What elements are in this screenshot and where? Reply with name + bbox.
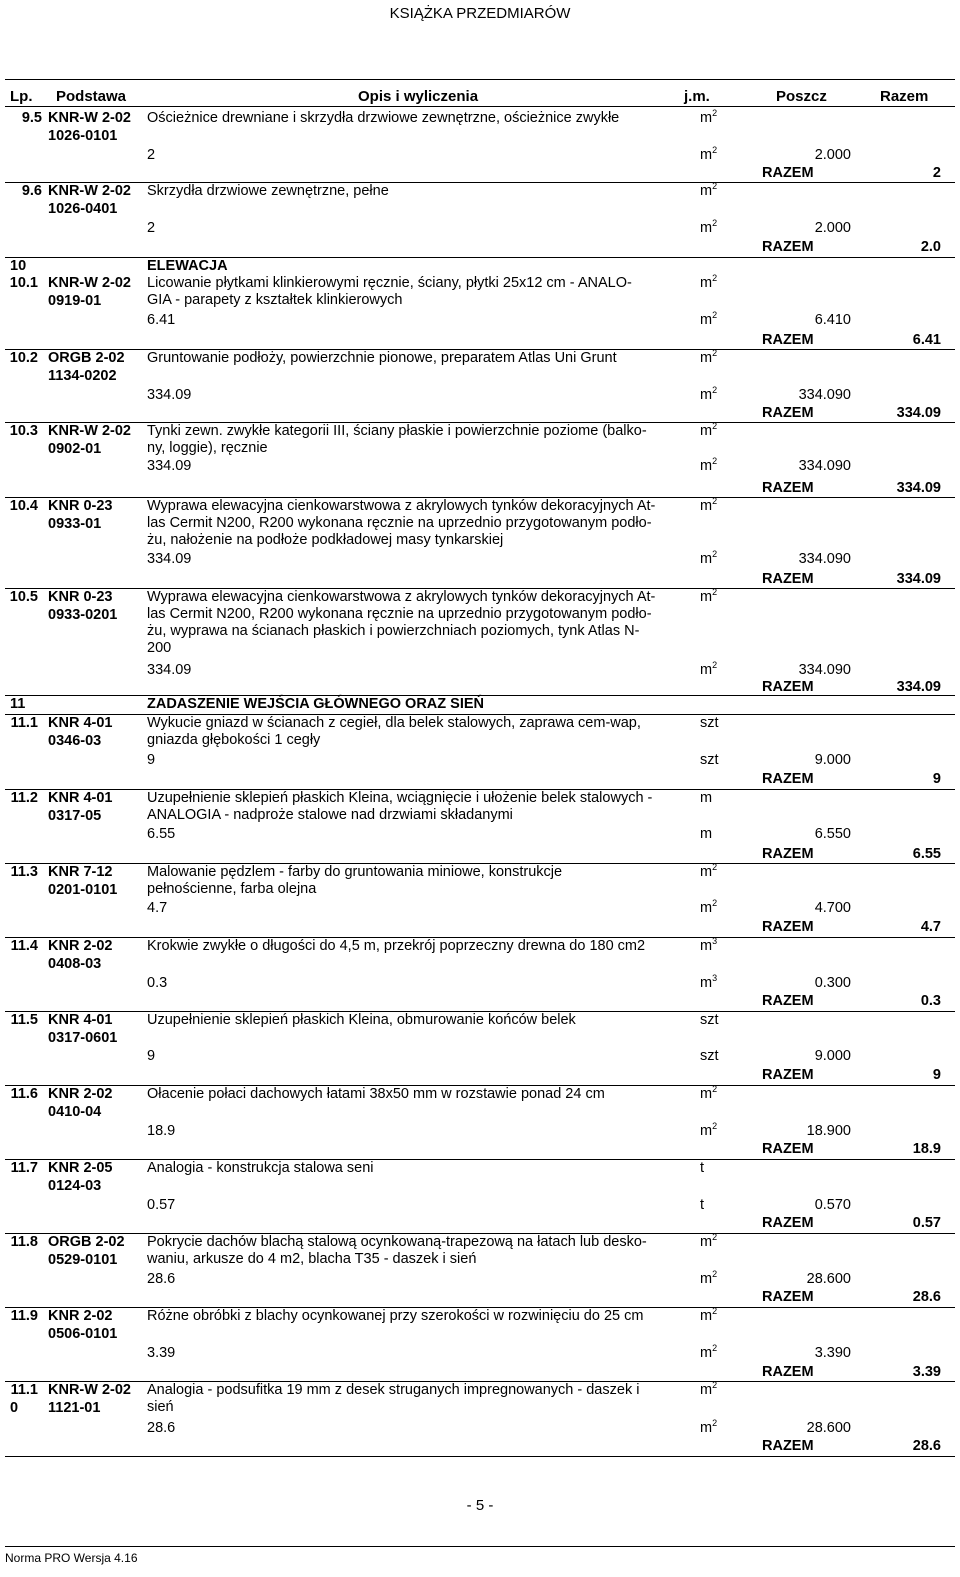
basis-catalog: KNR 0-23 (48, 589, 113, 605)
calc-unit: t (700, 1197, 705, 1213)
section-title: ZADASZENIE WEJŚCIA GŁÓWNEGO ORAZ SIEŃ (147, 696, 485, 712)
row-divider (5, 1011, 955, 1012)
description-line: Skrzydła drzwiowe zewnętrzne, pełne (147, 183, 389, 199)
poszcz-value: 6.410 (814, 312, 851, 328)
description-line: Gruntowanie podłoży, powierzchnie pionowe, preparatem Atlas Uni Grunt (147, 350, 617, 366)
calc-value: 3.39 (147, 1345, 176, 1361)
footer-rule (5, 1546, 955, 1547)
unit: $m^2$ (700, 1084, 718, 1102)
unit: szt (700, 715, 719, 731)
unit: szt (700, 1012, 719, 1028)
description-line: ANALOGIA - nadproże stalowe nad drzwiami składanymi (147, 807, 513, 823)
basis-code: 0529-0101 (48, 1252, 118, 1268)
calc-unit: $m^2$ (700, 310, 718, 328)
description-line: Licowanie płytkami klinkierowymi ręcznie, ściany, płytki 25x12 cm - ANALO- (147, 275, 632, 291)
col-podstawa: Podstawa (56, 88, 127, 105)
poszcz-value: 334.090 (798, 551, 851, 567)
basis-catalog: KNR 2-02 (48, 938, 113, 954)
unit: $m^2$ (700, 587, 718, 605)
calc-value: 9 (147, 752, 156, 768)
calc-unit: $m^2$ (700, 1121, 718, 1139)
poszcz-value: 0.300 (814, 975, 851, 991)
row-number: 10.5 (9, 589, 38, 605)
section-number: 10 (10, 258, 27, 274)
calc-value: 28.6 (147, 1271, 176, 1287)
poszcz-value: 334.090 (798, 458, 851, 474)
basis-code: 0410-04 (48, 1104, 102, 1120)
col-opis: Opis i wyliczenia (358, 88, 479, 105)
row-divider (5, 1381, 955, 1382)
row-number-cont: 0 (10, 1400, 19, 1416)
poszcz-value: 28.600 (806, 1420, 851, 1436)
razem-label: RAZEM (762, 679, 814, 695)
razem-label: RAZEM (762, 771, 814, 787)
calc-unit: szt (700, 752, 719, 768)
calc-value: 334.09 (147, 387, 192, 403)
unit: $m^2$ (700, 1380, 718, 1398)
razem-label: RAZEM (762, 1067, 814, 1083)
description-line: Wyprawa elewacyjna cienkowarstwowa z akrylowych tynków dekoracyjnych At- (147, 498, 656, 514)
description-line: Analogia - podsufitka 19 mm z desek struganych impregnowanych - daszek i (147, 1382, 640, 1398)
description-line: Uzupełnienie sklepień płaskich Kleina, obmurowanie końców belek (147, 1012, 576, 1028)
basis-catalog: KNR 2-02 (48, 1086, 113, 1102)
unit: $m^2$ (700, 273, 718, 291)
calc-value: 18.9 (147, 1123, 176, 1139)
description-line: Pokrycie dachów blachą stalową ocynkowaną-trapezową na łatach lub desko- (147, 1234, 647, 1250)
basis-catalog: KNR 7-12 (48, 864, 113, 880)
calc-value: 334.09 (147, 458, 192, 474)
calc-value: 6.55 (147, 826, 176, 842)
razem-value: 334.09 (896, 480, 941, 496)
basis-catalog: ORGB 2-02 (48, 350, 125, 366)
unit: t (700, 1160, 705, 1176)
razem-value: 0.3 (920, 993, 941, 1009)
row-number: 10.1 (9, 275, 38, 291)
row-divider (5, 937, 955, 938)
basis-code: 0408-03 (48, 956, 102, 972)
basis-catalog: KNR 4-01 (48, 715, 113, 731)
calc-unit: $m^2$ (700, 1269, 718, 1287)
poszcz-value: 2.000 (814, 147, 851, 163)
header-top-rule (5, 79, 955, 80)
description-line: ny, loggie), ręcznie (147, 440, 268, 456)
calc-unit: szt (700, 1048, 719, 1064)
poszcz-value: 3.390 (814, 1345, 851, 1361)
description-line: GIA - parapety z kształtek klinkierowych (147, 292, 403, 308)
calc-unit: $m^2$ (700, 549, 718, 567)
calc-value: 2 (147, 147, 156, 163)
page-number: - 5 - (466, 1497, 494, 1514)
unit: $m^2$ (700, 496, 718, 514)
col-lp: Lp. (10, 88, 33, 105)
basis-catalog: ORGB 2-02 (48, 1234, 125, 1250)
footer-version: Norma PRO Wersja 4.16 (5, 1551, 138, 1565)
description-line: Różne obróbki z blachy ocynkowanej przy szerokości w rozwinięciu do 25 cm (147, 1308, 644, 1324)
unit: $m^2$ (700, 1306, 718, 1324)
calc-value: 6.41 (147, 312, 176, 328)
basis-catalog: KNR 2-05 (48, 1160, 113, 1176)
razem-value: 334.09 (896, 679, 941, 695)
description-line: gniazda głębokości 1 cegły (147, 732, 321, 748)
row-number: 11.1 (10, 715, 38, 731)
calc-unit: $m^3$ (700, 973, 718, 991)
row-number: 10.4 (9, 498, 38, 514)
poszcz-value: 6.550 (814, 826, 851, 842)
razem-label: RAZEM (762, 1215, 814, 1231)
razem-label: RAZEM (762, 239, 814, 255)
razem-label: RAZEM (762, 571, 814, 587)
row-number: 11.1 (10, 1382, 38, 1398)
basis-catalog: KNR-W 2-02 (48, 183, 131, 199)
row-number: 10.3 (9, 423, 38, 439)
row-number: 11.2 (10, 790, 38, 806)
poszcz-value: 9.000 (814, 752, 851, 768)
description-line: sień (147, 1399, 174, 1415)
razem-value: 2 (932, 165, 941, 181)
poszcz-value: 2.000 (814, 220, 851, 236)
unit: $m^3$ (700, 936, 718, 954)
row-number: 11.8 (10, 1234, 38, 1250)
razem-value: 334.09 (896, 571, 941, 587)
razem-label: RAZEM (762, 919, 814, 935)
description-line: waniu, arkusze do 4 m2, blacha T35 - daszek i sień (147, 1251, 477, 1267)
calc-unit: $m^2$ (700, 456, 718, 474)
poszcz-value: 18.900 (806, 1123, 851, 1139)
basis-catalog: KNR-W 2-02 (48, 110, 131, 126)
unit: m (700, 790, 713, 806)
row-number: 11.4 (10, 938, 38, 954)
calc-value: 334.09 (147, 662, 192, 678)
row-divider (5, 789, 955, 790)
basis-code: 0317-0601 (48, 1030, 118, 1046)
section-title: ELEWACJA (147, 258, 228, 274)
basis-code: 1134-0202 (48, 368, 117, 384)
razem-label: RAZEM (762, 1141, 814, 1157)
section-number: 11 (10, 696, 26, 712)
row-divider (5, 497, 955, 498)
calc-unit: $m^2$ (700, 385, 718, 403)
razem-label: RAZEM (762, 332, 814, 348)
razem-value: 334.09 (896, 405, 941, 421)
razem-value: 0.57 (912, 1215, 941, 1231)
basis-code: 1026-0101 (48, 128, 118, 144)
calc-value: 334.09 (147, 551, 192, 567)
basis-code: 0317-05 (48, 808, 102, 824)
row-divider (5, 349, 955, 350)
unit: $m^2$ (700, 348, 718, 366)
description-line: Uzupełnienie sklepień płaskich Kleina, wciągnięcie i ułożenie belek stalowych - (147, 790, 653, 806)
calc-value: 9 (147, 1048, 156, 1064)
row-number: 10.2 (9, 350, 38, 366)
row-divider (5, 257, 955, 258)
razem-value: 2.0 (920, 239, 941, 255)
row-divider (5, 714, 955, 715)
basis-code: 1121-01 (48, 1400, 101, 1416)
description-line: żu, nałożenie na podłoże podkładowej masy tynkarskiej (147, 532, 504, 548)
basis-catalog: KNR-W 2-02 (48, 1382, 131, 1398)
unit: $m^2$ (700, 181, 718, 199)
col-razem: Razem (880, 88, 929, 105)
basis-catalog: KNR 2-02 (48, 1308, 113, 1324)
razem-label: RAZEM (762, 165, 814, 181)
razem-value: 9 (932, 1067, 941, 1083)
header-bottom-rule (5, 106, 955, 107)
row-number: 11.5 (10, 1012, 38, 1028)
row-number: 11.3 (10, 864, 38, 880)
row-number: 9.5 (21, 110, 42, 126)
basis-code: 0506-0101 (48, 1326, 118, 1342)
calc-value: 4.7 (147, 900, 168, 916)
description-line: Tynki zewn. zwykłe kategorii III, ściany płaskie i powierzchnie poziome (balko- (147, 423, 647, 439)
basis-code: 0919-01 (48, 293, 102, 309)
unit: $m^2$ (700, 1232, 718, 1250)
description-line: Ołacenie połaci dachowych łatami 38x50 mm w rozstawie ponad 24 cm (147, 1086, 605, 1102)
description-line: las Cermit N200, R200 wykonana ręcznie na uprzednio przygotowanym podło- (147, 515, 652, 531)
razem-label: RAZEM (762, 993, 814, 1009)
basis-code: 0124-03 (48, 1178, 102, 1194)
razem-label: RAZEM (762, 480, 814, 496)
calc-value: 2 (147, 220, 156, 236)
row-divider (5, 182, 955, 183)
razem-label: RAZEM (762, 405, 814, 421)
row-divider (5, 1456, 955, 1457)
razem-value: 4.7 (920, 919, 941, 935)
razem-value: 6.55 (912, 846, 941, 862)
razem-label: RAZEM (762, 1289, 814, 1305)
basis-catalog: KNR 4-01 (48, 1012, 113, 1028)
row-number: 11.9 (10, 1308, 38, 1324)
calc-unit: $m^2$ (700, 660, 718, 678)
col-poszcz: Poszcz (776, 88, 827, 105)
unit: $m^2$ (700, 421, 718, 439)
basis-catalog: KNR-W 2-02 (48, 275, 131, 291)
row-divider (5, 1085, 955, 1086)
row-divider (5, 1307, 955, 1308)
unit: $m^2$ (700, 108, 718, 126)
calc-value: 28.6 (147, 1420, 176, 1436)
basis-code: 0902-01 (48, 441, 102, 457)
poszcz-value: 4.700 (814, 900, 851, 916)
razem-label: RAZEM (762, 1364, 814, 1380)
calc-unit: $m^2$ (700, 1343, 718, 1361)
description-line: Ościeżnice drewniane i skrzydła drzwiowe zewnętrzne, ościeżnice zwykłe (147, 110, 620, 126)
poszcz-value: 334.090 (798, 387, 851, 403)
razem-value: 6.41 (912, 332, 941, 348)
basis-code: 0346-03 (48, 733, 102, 749)
poszcz-value: 0.570 (814, 1197, 851, 1213)
description-line: Analogia - konstrukcja stalowa seni (147, 1160, 374, 1176)
calc-value: 0.3 (147, 975, 168, 991)
razem-value: 18.9 (912, 1141, 941, 1157)
basis-catalog: KNR 0-23 (48, 498, 113, 514)
row-divider (5, 1233, 955, 1234)
description-line: Krokwie zwykłe o długości do 4,5 m, przekrój poprzeczny drewna do 180 cm2 (147, 938, 646, 954)
basis-catalog: KNR-W 2-02 (48, 423, 131, 439)
poszcz-value: 334.090 (798, 662, 851, 678)
basis-code: 1026-0401 (48, 201, 118, 217)
description-line: Malowanie pędzlem - farby do gruntowania miniowe, konstrukcje (147, 864, 563, 880)
basis-code: 0201-0101 (48, 882, 118, 898)
calc-unit: $m^2$ (700, 898, 718, 916)
row-divider (5, 422, 955, 423)
calc-unit: $m^2$ (700, 218, 718, 236)
description-line: 200 (147, 640, 172, 656)
razem-value: 28.6 (912, 1289, 941, 1305)
poszcz-value: 28.600 (806, 1271, 851, 1287)
description-line: Wyprawa elewacyjna cienkowarstwowa z akrylowych tynków dekoracyjnych At- (147, 589, 656, 605)
calc-unit: m (700, 826, 713, 842)
razem-value: 9 (932, 771, 941, 787)
document-header-title: KSIĄŻKA PRZEDMIARÓW (389, 5, 571, 22)
poszcz-value: 9.000 (814, 1048, 851, 1064)
description-line: żu, wyprawa na ścianach płaskich i powierzchniach poziomych, tynk Atlas N- (147, 623, 640, 639)
razem-label: RAZEM (762, 846, 814, 862)
calc-value: 0.57 (147, 1197, 176, 1213)
col-jm: j.m. (684, 88, 710, 105)
description-line: Wykucie gniazd w ścianach z cegieł, dla belek stalowych, zaprawa cem-wap, (147, 715, 641, 731)
unit: $m^2$ (700, 862, 718, 880)
row-divider (5, 863, 955, 864)
basis-code: 0933-01 (48, 516, 102, 532)
calc-unit: $m^2$ (700, 145, 718, 163)
calc-unit: $m^2$ (700, 1418, 718, 1436)
basis-code: 0933-0201 (48, 607, 118, 623)
razem-value: 3.39 (912, 1364, 941, 1380)
row-number: 9.6 (21, 183, 42, 199)
razem-value: 28.6 (912, 1438, 941, 1454)
description-line: pełnościenne, farba olejna (147, 881, 317, 897)
basis-catalog: KNR 4-01 (48, 790, 113, 806)
row-number: 11.6 (10, 1086, 38, 1102)
row-divider (5, 1159, 955, 1160)
row-divider (5, 588, 955, 589)
razem-label: RAZEM (762, 1438, 814, 1454)
row-divider (5, 695, 955, 696)
description-line: las Cermit N200, R200 wykonana ręcznie na uprzednio przygotowanym podło- (147, 606, 652, 622)
row-number: 11.7 (10, 1160, 38, 1176)
